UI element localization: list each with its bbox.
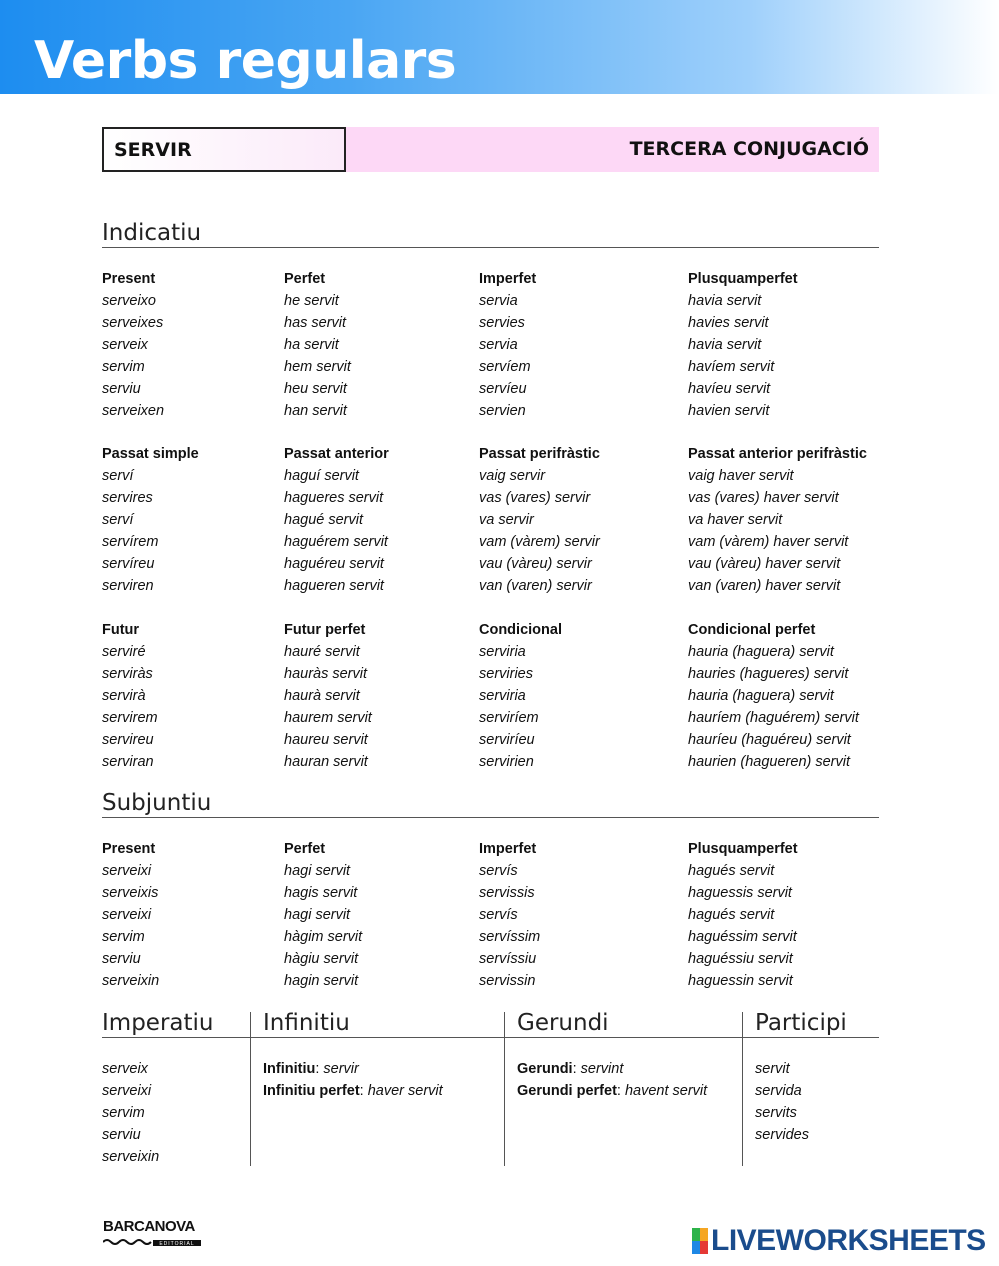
- tense-column: [479, 268, 536, 422]
- verb-form: havent servit: [624, 1083, 708, 1099]
- verb-form: servits: [755, 1105, 797, 1121]
- tense-heading: Condicional: [479, 622, 562, 638]
- verb-form: haguéssiu servit: [688, 951, 793, 967]
- verb-form: servim: [102, 929, 145, 945]
- participi-list: [755, 1058, 809, 1146]
- verb-form: servíssim: [479, 929, 541, 945]
- verb-form: serviu: [102, 1127, 141, 1143]
- non-personal-forms: [102, 1010, 879, 1166]
- verb-form: servíem: [479, 359, 531, 375]
- tense-column: [102, 619, 158, 773]
- verb-form: havia servit: [688, 337, 762, 353]
- gerundi-item: Gerundi: servint: [517, 1061, 624, 1077]
- verb-form: haurà servit: [284, 688, 360, 704]
- verb-form: van (varen) haver servit: [688, 578, 841, 594]
- tense-column: [284, 268, 351, 422]
- verb-form: servirà: [102, 688, 146, 704]
- live-mark-icon: [692, 1228, 708, 1254]
- verb-form: vas (vares) servir: [479, 490, 591, 506]
- verb-form: haguérem servit: [284, 534, 388, 550]
- verb-form: vam (vàrem) haver servit: [688, 534, 849, 550]
- verb-form: hagis servit: [284, 885, 358, 901]
- verb-form: serviu: [102, 381, 141, 397]
- verb-form: haguessin servit: [688, 973, 793, 989]
- verb-form: servir: [323, 1061, 359, 1077]
- verb-form: servida: [755, 1083, 802, 1099]
- section-title-participi: Participi: [755, 1010, 847, 1036]
- tense-heading: Imperfet: [479, 271, 537, 287]
- verb-form: serveixin: [102, 1149, 160, 1165]
- verb-form: haguéssim servit: [688, 929, 797, 945]
- verb-form: hauríeu (haguéreu) servit: [688, 732, 851, 748]
- verb-form: servires: [102, 490, 153, 506]
- tense-heading: Perfet: [284, 841, 326, 857]
- verb-form: servint: [580, 1061, 624, 1077]
- tense-heading: Passat perifràstic: [479, 446, 600, 462]
- verb-form: va haver servit: [688, 512, 783, 528]
- tense-heading: Perfet: [284, 271, 326, 287]
- column-divider: [504, 1012, 505, 1166]
- verb-form: serveixes: [102, 315, 164, 331]
- verb-form: serviria: [479, 688, 526, 704]
- column-divider: [742, 1012, 743, 1166]
- verb-form: haurien (hagueren) servit: [688, 754, 851, 770]
- verb-form: hagueren servit: [284, 578, 384, 594]
- verb-form: hagin servit: [284, 973, 359, 989]
- section-title-imperatiu: Imperatiu: [102, 1010, 214, 1036]
- verb-form: servíeu: [479, 381, 527, 397]
- verb-form: haver servit: [367, 1083, 443, 1099]
- verb-form: hauria (haguera) servit: [688, 644, 834, 660]
- verb-form: serviries: [479, 666, 533, 682]
- verb-form: vaig haver servit: [688, 468, 794, 484]
- column-divider: [250, 1012, 251, 1166]
- verb-form: hagués servit: [688, 907, 775, 923]
- form-label: Gerundi perfet: [517, 1083, 617, 1099]
- infinitiu-list: [263, 1058, 443, 1102]
- tense-column: [688, 619, 859, 773]
- verb-form: serviríeu: [479, 732, 535, 748]
- verb-form: servia: [479, 337, 518, 353]
- verb-form: serviria: [479, 644, 526, 660]
- tense-column: [102, 443, 199, 597]
- tense-heading: Present: [102, 841, 156, 857]
- page-title: Verbs regulars: [34, 31, 457, 91]
- tense-column: [102, 268, 164, 422]
- verb-form: serveix: [102, 1061, 148, 1077]
- verb-form: hauries (hagueres) servit: [688, 666, 849, 682]
- verb-form: serviu: [102, 951, 141, 967]
- verb-form: hagués servit: [688, 863, 775, 879]
- verb-form: servireu: [102, 732, 154, 748]
- verb-form: ha servit: [284, 337, 339, 353]
- verb-form: servides: [755, 1127, 809, 1143]
- section-title-gerundi: Gerundi: [517, 1010, 609, 1036]
- verb-form: serviràs: [102, 666, 153, 682]
- infinitiu-item: Infinitiu: servir: [263, 1061, 359, 1077]
- header-banner: [0, 0, 999, 94]
- publisher-sub: EDITORIAL: [159, 1241, 195, 1247]
- verb-form: hauríem (haguérem) servit: [688, 710, 859, 726]
- gerundi-list: [517, 1058, 707, 1102]
- verb-form: servia: [479, 293, 518, 309]
- verb-form: servirem: [102, 710, 158, 726]
- verb-form: havies servit: [688, 315, 769, 331]
- verb-form: servís: [479, 863, 518, 879]
- verb-form: serviran: [102, 754, 154, 770]
- verb-form: servissis: [479, 885, 535, 901]
- verb-form: hauran servit: [284, 754, 368, 770]
- section-title-subjuntiu: Subjuntiu: [102, 789, 879, 818]
- verb-form: hem servit: [284, 359, 351, 375]
- verb-form: servies: [479, 315, 525, 331]
- verb-form: vas (vares) haver servit: [688, 490, 839, 506]
- verb-form: servissin: [479, 973, 536, 989]
- verb-form: havíem servit: [688, 359, 775, 375]
- imperatiu-list: [102, 1058, 159, 1168]
- tense-heading: Futur perfet: [284, 622, 366, 638]
- verb-form: vam (vàrem) servir: [479, 534, 600, 550]
- form-label: Infinitiu: [263, 1061, 316, 1077]
- tense-heading: Passat anterior: [284, 446, 389, 462]
- verb-form: serveixo: [102, 293, 156, 309]
- verb-form: serviríem: [479, 710, 539, 726]
- infinitiu-item: Infinitiu perfet: haver servit: [263, 1083, 443, 1099]
- verb-form: hàgiu servit: [284, 951, 359, 967]
- verb-form: hauria (haguera) servit: [688, 688, 834, 704]
- section-title-indicatiu: Indicatiu: [102, 219, 879, 248]
- verb-form: serveixi: [102, 863, 152, 879]
- form-label: Gerundi: [517, 1061, 573, 1077]
- tense-column: [688, 838, 798, 992]
- verb-form: van (varen) servir: [479, 578, 592, 594]
- verb-form: servís: [479, 907, 518, 923]
- verb-form: serví: [102, 512, 134, 528]
- verb-form: va servir: [479, 512, 534, 528]
- verb-form: vaig servir: [479, 468, 546, 484]
- tense-heading: Passat simple: [102, 446, 199, 462]
- verb-form: servit: [755, 1061, 790, 1077]
- divider-line: [102, 1037, 879, 1038]
- tense-heading: Condicional perfet: [688, 622, 816, 638]
- verb-form: havíeu servit: [688, 381, 771, 397]
- tense-column: [284, 443, 389, 597]
- conjugation-label: TERCERA CONJUGACIÓ: [629, 138, 869, 160]
- watermark-text: LIVEWORKSHEETS: [711, 1224, 986, 1257]
- verb-form: hauré servit: [284, 644, 360, 660]
- tense-heading: Imperfet: [479, 841, 537, 857]
- tense-column: [284, 838, 362, 992]
- verb-form: hàgim servit: [284, 929, 363, 945]
- verb-form: has servit: [284, 315, 347, 331]
- tense-column: [479, 619, 562, 773]
- verb-form: serveix: [102, 337, 148, 353]
- verb-form: vau (vàreu) haver servit: [688, 556, 841, 572]
- verb-form: haguéreu servit: [284, 556, 384, 572]
- verb-form: hauràs servit: [284, 666, 368, 682]
- tense-column: [479, 443, 600, 597]
- section-title-infinitiu: Infinitiu: [263, 1010, 350, 1036]
- tense-column: [284, 619, 372, 773]
- tense-column: [688, 268, 798, 422]
- verb-form: havien servit: [688, 403, 770, 419]
- verb-form: hagi servit: [284, 863, 351, 879]
- verb-form: servíreu: [102, 556, 155, 572]
- tense-heading: Passat anterior perifràstic: [688, 446, 867, 462]
- verb-form: hagi servit: [284, 907, 351, 923]
- verb-form: han servit: [284, 403, 347, 419]
- verb-form: servien: [479, 403, 526, 419]
- verb-form: serviré: [102, 644, 146, 660]
- tense-column: [688, 443, 867, 597]
- verb-form: vau (vàreu) servir: [479, 556, 592, 572]
- verb-form: serví: [102, 468, 134, 484]
- verb-form: he servit: [284, 293, 339, 309]
- verb-form: haguí servit: [284, 468, 359, 484]
- publisher-name: BARCANOVA: [103, 1218, 195, 1235]
- tense-heading: Present: [102, 271, 156, 287]
- publisher-logo: [103, 1219, 203, 1247]
- tense-heading: Futur: [102, 622, 140, 638]
- verb-form: servim: [102, 359, 145, 375]
- liveworksheets-logo: [692, 1226, 986, 1256]
- verb-form: haureu servit: [284, 732, 368, 748]
- tense-column: [479, 838, 540, 992]
- verb-form: serveixin: [102, 973, 160, 989]
- verb-form: servirien: [479, 754, 534, 770]
- verb-form: servim: [102, 1105, 145, 1121]
- verb-name-box: [102, 127, 346, 172]
- verb-form: serveixen: [102, 403, 165, 419]
- verb-form: serveixi: [102, 1083, 152, 1099]
- verb-form: haurem servit: [284, 710, 372, 726]
- verb-form: serveixi: [102, 907, 152, 923]
- wave-icon: [103, 1238, 203, 1248]
- verb-form: serviren: [102, 578, 154, 594]
- verb-form: hagueres servit: [284, 490, 384, 506]
- tense-column: [102, 838, 159, 992]
- tense-heading: Plusquamperfet: [688, 841, 798, 857]
- verb-form: servíssiu: [479, 951, 537, 967]
- form-label: Infinitiu perfet: [263, 1083, 360, 1099]
- verb-form: havia servit: [688, 293, 762, 309]
- verb-name: SERVIR: [114, 139, 192, 161]
- gerundi-item: Gerundi perfet: havent servit: [517, 1083, 708, 1099]
- verb-form: servírem: [102, 534, 159, 550]
- verb-form: heu servit: [284, 381, 347, 397]
- verb-form: serveixis: [102, 885, 159, 901]
- tense-heading: Plusquamperfet: [688, 271, 798, 287]
- verb-form: haguessis servit: [688, 885, 792, 901]
- verb-form: hagué servit: [284, 512, 363, 528]
